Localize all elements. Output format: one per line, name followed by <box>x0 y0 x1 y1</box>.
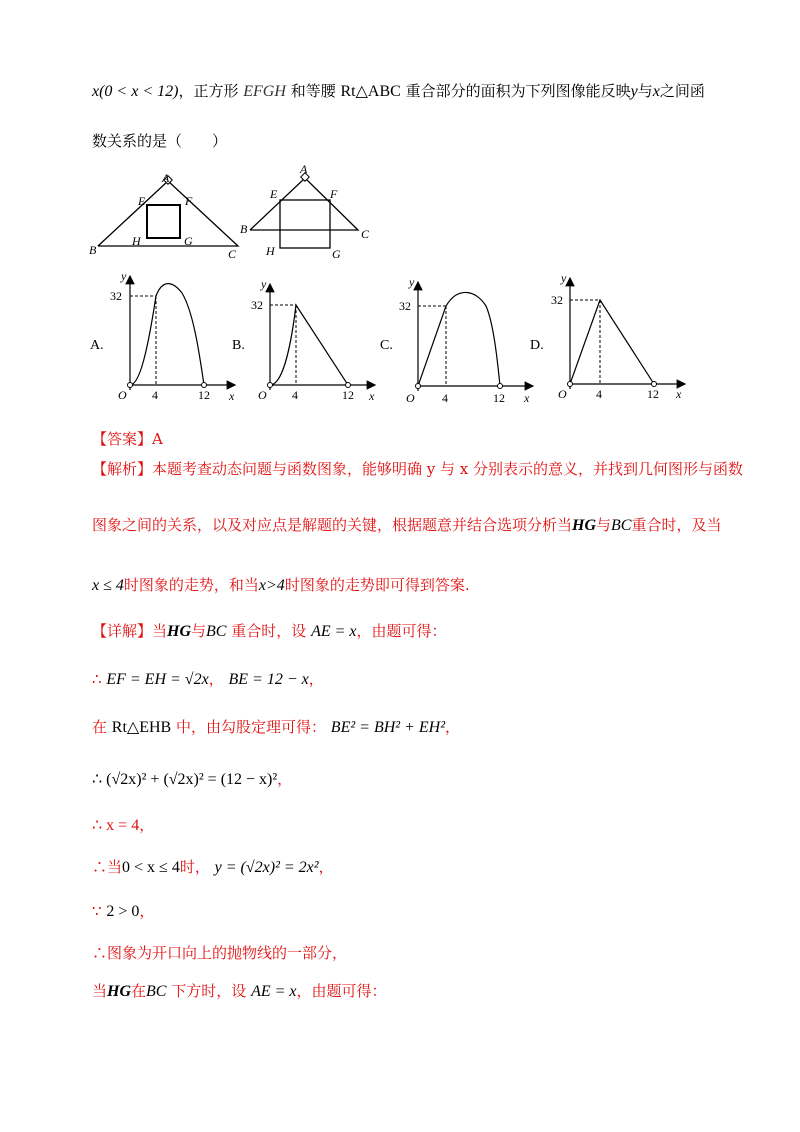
fig2-label-b: B <box>240 222 248 236</box>
step-8-a: 当 <box>92 982 108 1000</box>
option-c-graph[interactable] <box>398 276 538 410</box>
option-c-tick-4: 4 <box>442 391 448 405</box>
option-b-graph[interactable] <box>250 278 380 408</box>
option-b-end-point <box>346 383 351 388</box>
triangle-name: Rt△ABC <box>340 83 401 100</box>
option-b-origin: O <box>258 388 267 402</box>
option-d-graph[interactable] <box>550 272 690 408</box>
analysis-line-2 <box>92 514 722 535</box>
option-a-graph[interactable] <box>110 268 240 408</box>
because-symbol: ∵ <box>92 902 102 920</box>
eq-pythagoras: BE² = BH² + EH² <box>330 719 445 736</box>
figure-square-inside-triangle <box>88 168 248 264</box>
fig1-label-c: C <box>228 247 237 261</box>
question-text-c: 重合部分的面积为下列图像能反映 <box>405 82 631 100</box>
analysis-line-2-b: 与 <box>596 516 612 534</box>
option-b-y-tick: 32 <box>251 298 263 312</box>
fig2-label-g: G <box>332 247 341 261</box>
analysis-hg: HG <box>572 517 597 534</box>
domain-expression: x(0 < x < 12) <box>92 83 179 100</box>
option-b-curve <box>270 305 348 385</box>
option-c-letter[interactable]: C. <box>380 338 393 353</box>
step-2-zai: 在 <box>92 718 108 736</box>
option-b-origin-point <box>268 383 273 388</box>
option-a-curve <box>130 284 204 385</box>
detail-ae: AE = x <box>311 623 357 640</box>
triangle-abc <box>98 181 238 246</box>
option-d-y-label: y <box>561 272 567 285</box>
analysis-line-3-a: 时图象的走势，和当 <box>123 576 259 594</box>
step-4-end: ， <box>139 816 155 834</box>
var-x: x <box>652 83 660 100</box>
option-d-tick-12: 12 <box>647 387 659 401</box>
fig1-label-g: G <box>184 234 193 248</box>
option-b-letter[interactable]: B. <box>232 338 245 353</box>
step-5-end: ， <box>318 858 334 876</box>
step-8-ae: AE = x <box>251 983 297 1000</box>
step-1-end: ， <box>308 670 324 688</box>
step-8-bc: BC <box>146 983 167 1000</box>
option-c-origin-point <box>416 384 421 389</box>
option-c-y-tick: 32 <box>399 299 411 313</box>
detail-step-1 <box>92 668 324 689</box>
step-8-hg: HG <box>107 983 132 1000</box>
analysis-line-2-a: 图象之间的关系，以及对应点是解题的关键，根据题意并结合选项分析当 <box>92 516 573 534</box>
step-5-cond: 0 < x ≤ 4 <box>122 859 180 876</box>
detail-step-5 <box>92 856 334 877</box>
analysis-cond-2: x>4 <box>258 577 285 594</box>
fig1-label-f: F <box>185 194 193 208</box>
fig1-label-e: E <box>138 194 146 208</box>
eq-y-2x2: y = (√2x)² = 2x² <box>214 859 319 876</box>
option-d-tick-4: 4 <box>596 387 602 401</box>
analysis-line-1: 【解析】本题考查动态问题与函数图象，能够明确 y 与 x 分别表示的意义，并找到几何图形与函数 <box>92 460 744 478</box>
option-a-letter[interactable]: A. <box>90 338 104 353</box>
question-line-2: 数关系的是（ ） <box>92 132 228 150</box>
analysis-line-3-b: 时图象的走势即可得到答案. <box>284 576 470 594</box>
step-2-end: ， <box>444 718 460 736</box>
detail-step-6 <box>92 900 154 921</box>
fig2-label-h: H <box>266 244 275 258</box>
triangle-abc-2 <box>250 178 358 230</box>
square-efgh-2 <box>280 200 330 248</box>
detail-step-4 <box>92 814 154 835</box>
figure-square-below-triangle <box>230 160 380 265</box>
option-c-end-point <box>498 384 503 389</box>
detail-step-8 <box>92 980 387 1001</box>
option-a-end-point <box>202 383 207 388</box>
option-d-origin-point <box>568 382 573 387</box>
option-b-tick-4: 4 <box>292 388 298 402</box>
option-a-y-label: y <box>121 269 127 283</box>
detail-text-b: ，由题可得： <box>356 622 447 640</box>
detail-step-2 <box>92 716 460 737</box>
analysis-line-3 <box>92 574 470 595</box>
square-name: EFGH <box>243 83 286 100</box>
step-3-end: ， <box>277 770 293 788</box>
option-d-x-label: x <box>676 387 682 401</box>
option-c-y-label: y <box>409 276 415 289</box>
fig1-label-a: A <box>162 171 170 185</box>
analysis-cond-1: x ≤ 4 <box>92 577 124 594</box>
fig2-label-f: F <box>330 187 338 201</box>
option-a-tick-12: 12 <box>198 388 210 402</box>
option-a-origin-point <box>128 383 133 388</box>
option-b-tick-12: 12 <box>342 388 354 402</box>
fig2-label-a: A <box>300 162 308 176</box>
option-d-origin: O <box>558 387 567 401</box>
question-text-e: 之间函 <box>659 82 705 100</box>
question-text-b: 和等腰 <box>290 82 336 100</box>
step-6-end: ， <box>139 902 155 920</box>
option-d-letter[interactable]: D. <box>530 338 544 353</box>
fig1-label-h: H <box>132 234 141 248</box>
eq-solve: ∴ (√2x)² + (√2x)² = (12 − x)² <box>92 771 278 788</box>
option-b-x-label: x <box>369 389 375 403</box>
square-efgh <box>147 205 180 238</box>
option-c-x-label: x <box>524 391 530 405</box>
option-a-x-label: x <box>229 389 235 403</box>
triangle-ehb: Rt△EHB <box>111 719 172 736</box>
option-c-tick-12: 12 <box>493 391 505 405</box>
detail-step-7: ∴图象为开口向上的抛物线的一部分， <box>92 944 348 962</box>
step-8-c: 下方时，设 <box>171 982 247 1000</box>
option-d-end-point <box>652 382 657 387</box>
step-8-b: 在 <box>131 982 147 1000</box>
step-5-a: ∴当 <box>92 858 123 876</box>
question-text-a: ，正方形 <box>178 82 239 100</box>
option-a-tick-4: 4 <box>152 388 158 402</box>
therefore-1: ∴ <box>92 670 102 688</box>
detail-head: 【详解】当 <box>92 622 168 640</box>
step-5-b: 时， <box>179 858 210 876</box>
fig2-label-c: C <box>361 227 370 241</box>
step-8-d: ，由题可得： <box>296 982 387 1000</box>
analysis-bc: BC <box>611 517 632 534</box>
detail-line-1 <box>92 620 447 641</box>
eq-2-gt-0: 2 > 0 <box>106 903 140 920</box>
option-b-y-label: y <box>261 278 267 291</box>
eq-ef-eh: EF = EH = √2x <box>106 671 209 688</box>
detail-text-a: 重合时，设 <box>231 622 307 640</box>
fig2-label-e: E <box>270 187 278 201</box>
var-y: y <box>630 83 638 100</box>
question-text-d: 与 <box>637 82 653 100</box>
option-c-origin: O <box>406 391 415 405</box>
step-2-text: 中，由勾股定理可得： <box>176 718 327 736</box>
eq-be: BE = 12 − x <box>228 671 309 688</box>
step-1-comma: ， <box>208 670 224 688</box>
option-a-y-tick: 32 <box>110 289 122 303</box>
option-d-curve <box>570 300 654 384</box>
analysis-line-2-c: 重合时，及当 <box>631 516 722 534</box>
detail-yu: 与 <box>191 622 207 640</box>
fig1-label-b: B <box>89 243 97 257</box>
detail-bc: BC <box>206 623 227 640</box>
question-line-1 <box>92 80 705 101</box>
eq-x-4: ∴ x = 4 <box>92 817 140 834</box>
detail-step-3 <box>92 768 292 789</box>
answer-line: 【答案】A <box>92 430 163 448</box>
option-d-y-tick: 32 <box>551 293 563 307</box>
option-a-origin: O <box>118 388 127 402</box>
detail-hg: HG <box>167 623 192 640</box>
